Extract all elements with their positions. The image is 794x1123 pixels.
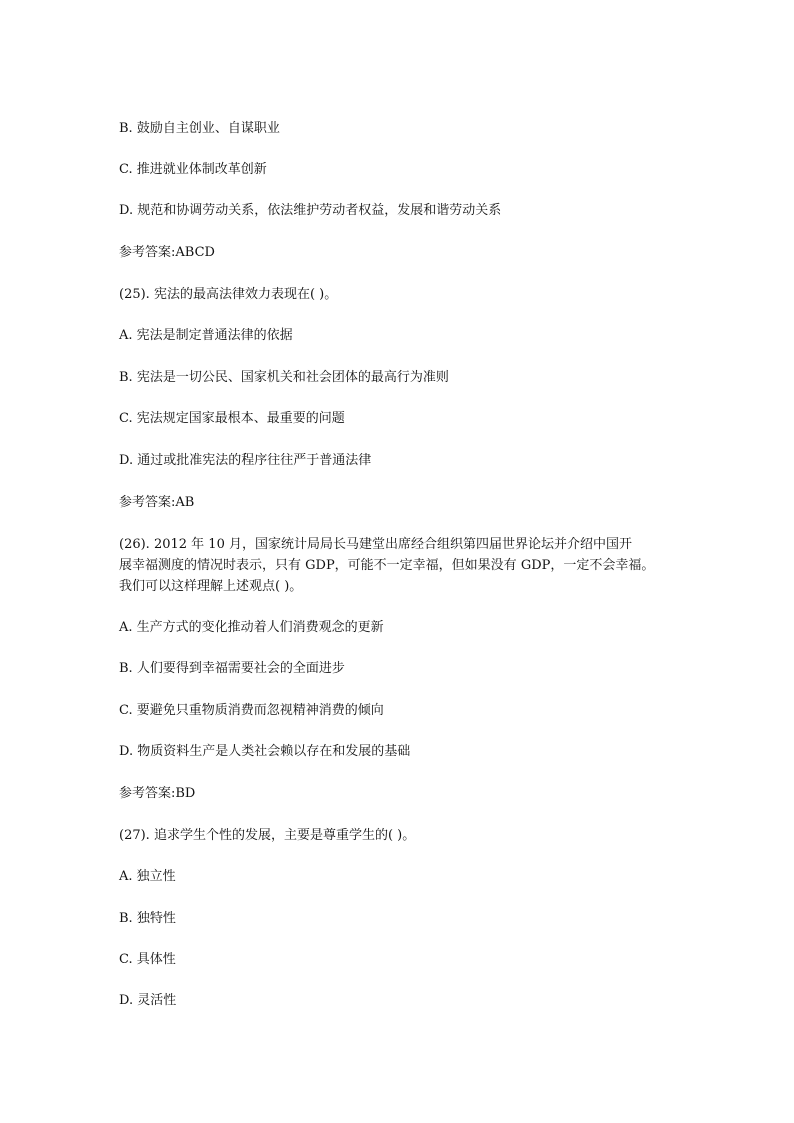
question-25: (25). 宪法的最高法律效力表现在( )。 <box>119 287 338 302</box>
question-26-line-2: 展幸福测度的情况时表示，只有 GDP，可能不一定幸福，但如果没有 GDP，一定不会幸福。 <box>119 558 655 573</box>
question-26-line-1: (26). 2012 年 10 月，国家统计局局长马建堂出席经合组织第四届世界论坛并介绍中国开 <box>119 537 632 552</box>
answer-q24: 参考答案:ABCD <box>119 245 215 260</box>
option-a-q25: A. 宪法是制定普通法律的依据 <box>119 328 293 343</box>
option-c-q25: C. 宪法规定国家最根本、最重要的问题 <box>119 411 345 426</box>
option-d-q24: D. 规范和协调劳动关系，依法维护劳动者权益，发展和谐劳动关系 <box>119 203 502 218</box>
option-d-q27: D. 灵活性 <box>119 993 177 1008</box>
option-b-q27: B. 独特性 <box>119 911 176 926</box>
answer-q26: 参考答案:BD <box>119 786 196 801</box>
option-b-q26: B. 人们要得到幸福需要社会的全面进步 <box>119 661 345 676</box>
option-d-q25: D. 通过或批准宪法的程序往往严于普通法律 <box>119 453 372 468</box>
option-c-q24: C. 推进就业体制改革创新 <box>119 162 267 177</box>
option-b-q25: B. 宪法是一切公民、国家机关和社会团体的最高行为准则 <box>119 370 449 385</box>
option-c-q27: C. 具体性 <box>119 952 176 967</box>
option-b-q24: B. 鼓励自主创业、自谋职业 <box>119 121 280 136</box>
question-26-line-3: 我们可以这样理解上述观点( )。 <box>119 579 303 594</box>
option-a-q27: A. 独立性 <box>119 869 176 884</box>
option-d-q26: D. 物质资料生产是人类社会赖以存在和发展的基础 <box>119 744 411 759</box>
option-a-q26: A. 生产方式的变化推动着人们消费观念的更新 <box>119 620 384 635</box>
answer-q25: 参考答案:AB <box>119 495 195 510</box>
option-c-q26: C. 要避免只重物质消费而忽视精神消费的倾向 <box>119 703 384 718</box>
question-27: (27). 追求学生个性的发展，主要是尊重学生的( )。 <box>119 828 416 843</box>
